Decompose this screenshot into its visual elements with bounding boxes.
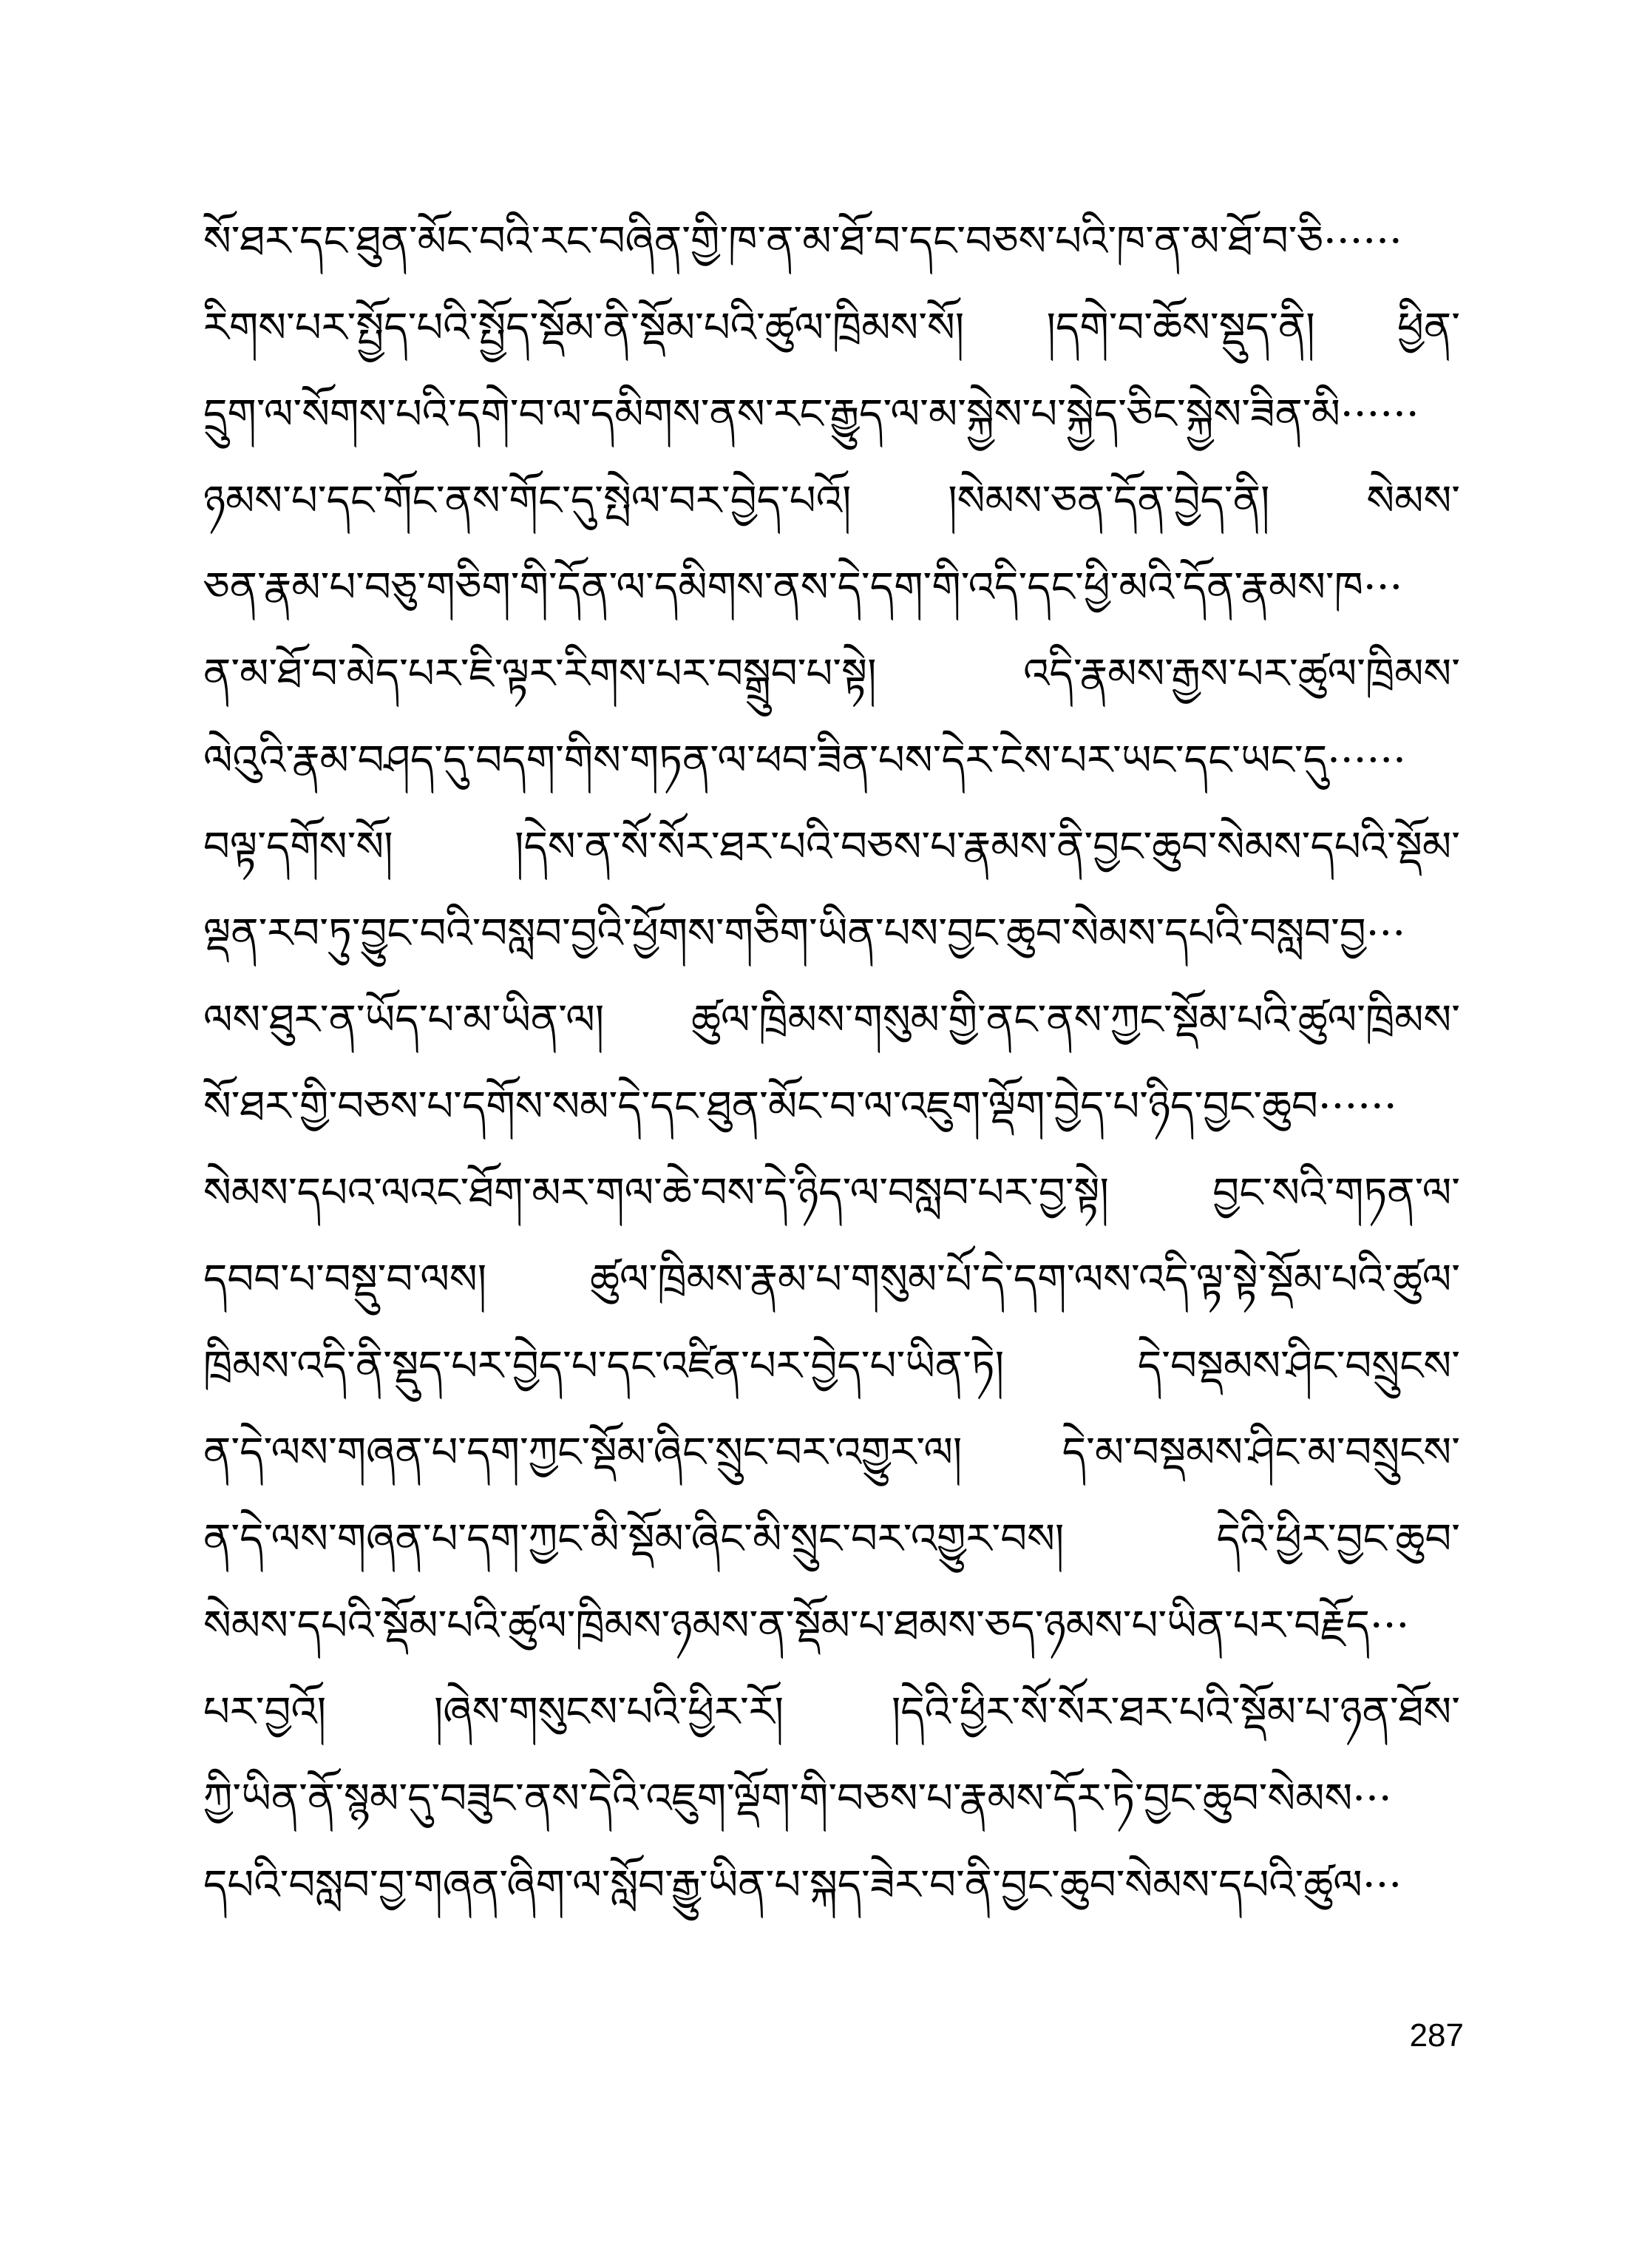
text-line: སོ་ཐར་དང་ཐུན་མོང་བའི་རང་བཞིན་གྱི་ཁ་ན་མ་ཐོ་བ་དང་བཅས་པའི་ཁ་ན་མ་ཐོ་བ་ཅི······ (203, 217, 1402, 265)
text-line: ཉམས་པ་དང་གོང་ནས་གོང་དུ་སྤེལ་བར་བྱེད་པའོ། །སེམས་ཅན་དོན་བྱེད་ནི། སེམས་ (203, 477, 1460, 525)
text-line: ན་དེ་ལས་གཞན་པ་དག་ཀྱང་མི་སྡོམ་ཞིང་མི་སྲུང་བར་འགྱུར་བས། དེའི་ཕྱིར་བྱང་ཆུབ་ (203, 1515, 1460, 1563)
text-line: ལྡན་རབ་ཏུ་བྱུང་བའི་བསླབ་བྱའི་ཕྱོགས་གཅིག་ཡིན་པས་བྱང་ཆུབ་སེམས་དཔའི་བསླབ་བྱ··· (203, 910, 1406, 958)
text-line: དྲུག་ལ་སོགས་པའི་དགེ་བ་ལ་དམིགས་ནས་རང་རྒྱུད་ལ་མ་སྐྱེས་པ་སྐྱེད་ཅིང་སྐྱེས་ཟིན་མི······ (203, 390, 1419, 439)
text-line: པར་བྱའོ། །ཞེས་གསུངས་པའི་ཕྱིར་རོ། །དེའི་ཕྱིར་སོ་སོར་ཐར་པའི་སྡོམ་པ་ཉན་ཐོས་ (203, 1688, 1460, 1736)
text-line: ཀྱི་ཡིན་ནོ་སྙམ་དུ་བཟུང་ནས་དེའི་འཇུག་ལྡོག་གི་བཅས་པ་རྣམས་དོར་ཏེ་བྱང་ཆུབ་སེམས··· (203, 1775, 1392, 1823)
text-line: ལེའུའི་རྣམ་བཤད་དུ་བདག་གིས་གཏན་ལ་ཕབ་ཟིན་པས་དེར་ངེས་པར་ཡང་དང་ཡང་དུ······ (203, 737, 1406, 785)
text-line: ན་མ་ཐོ་བ་མེད་པར་ཇི་ལྟར་རིགས་པར་བསྒྲུབ་པ་སྟེ། འདི་རྣམས་རྒྱས་པར་ཚུལ་ཁྲིམས་ (203, 650, 1460, 698)
text-line: སེམས་དཔའ་ལའང་ཐོག་མར་གལ་ཆེ་བས་དེ་ཉིད་ལ་བསླབ་པར་བྱ་སྟེ། བྱང་སའི་གཏན་ལ་ (203, 1169, 1460, 1217)
text-line: ཅན་རྣམ་པ་བཅུ་གཅིག་གི་དོན་ལ་དམིགས་ནས་དེ་དག་གི་འདི་དང་ཕྱི་མའི་དོན་རྣམས་ཁ··· (203, 563, 1403, 612)
text-line: བལྟ་དགོས་སོ། །དེས་ན་སོ་སོར་ཐར་པའི་བཅས་པ་རྣམས་ནི་བྱང་ཆུབ་སེམས་དཔའི་སྡོམ་ (203, 823, 1460, 871)
text-line: ན་དེ་ལས་གཞན་པ་དག་ཀྱང་སྡོམ་ཞིང་སྲུང་བར་འགྱུར་ལ། དེ་མ་བསྡམས་ཤིང་མ་བསྲུངས་ (203, 1429, 1460, 1477)
text-line: སེམས་དཔའི་སྡོམ་པའི་ཚུལ་ཁྲིམས་ཉམས་ན་སྡོམ་པ་ཐམས་ཅད་ཉམས་པ་ཡིན་པར་བརྗོད··· (203, 1602, 1410, 1650)
body-text (203, 198, 1460, 1929)
text-line: སོ་ཐར་གྱི་བཅས་པ་དགོས་སམ་དེ་དང་ཐུན་མོང་བ་ལ་འཇུག་ལྡོག་བྱེད་པ་ཉིད་བྱང་ཆུབ······ (203, 1083, 1397, 1131)
text-line: རིགས་པར་སྤྱོད་པའི་སྤྱོད་སྡོམ་ནི་སྡོམ་པའི་ཚུལ་ཁྲིམས་སོ། །དགེ་བ་ཆོས་སྡུད་ནི། ཕྱིན་ (203, 304, 1460, 352)
text-line: དབབ་པ་བསྡུ་བ་ལས། ཚུལ་ཁྲིམས་རྣམ་པ་གསུམ་པོ་དེ་དག་ལས་འདི་ལྟ་སྟེ་སྡོམ་པའི་ཚུལ་ (203, 1256, 1460, 1304)
text-line: ཁྲིམས་འདི་ནི་སྡུད་པར་བྱེད་པ་དང་འཛིན་པར་བྱེད་པ་ཡིན་ཏེ། དེ་བསྡམས་ཤིང་བསྲུངས་ (203, 1342, 1460, 1390)
text-line: ལས་ཐུར་ན་ཡོད་པ་མ་ཡིན་ལ། ཚུལ་ཁྲིམས་གསུམ་གྱི་ནང་ནས་ཀྱང་སྡོམ་པའི་ཚུལ་ཁྲིམས་ (203, 996, 1460, 1044)
page-number: 287 (1409, 2017, 1464, 2054)
text-line: དཔའི་བསླབ་བྱ་གཞན་ཞིག་ལ་སློབ་རྒྱུ་ཡིན་པ་སྐད་ཟེར་བ་ནི་བྱང་ཆུབ་སེམས་དཔའི་ཚུལ··· (203, 1861, 1402, 1909)
